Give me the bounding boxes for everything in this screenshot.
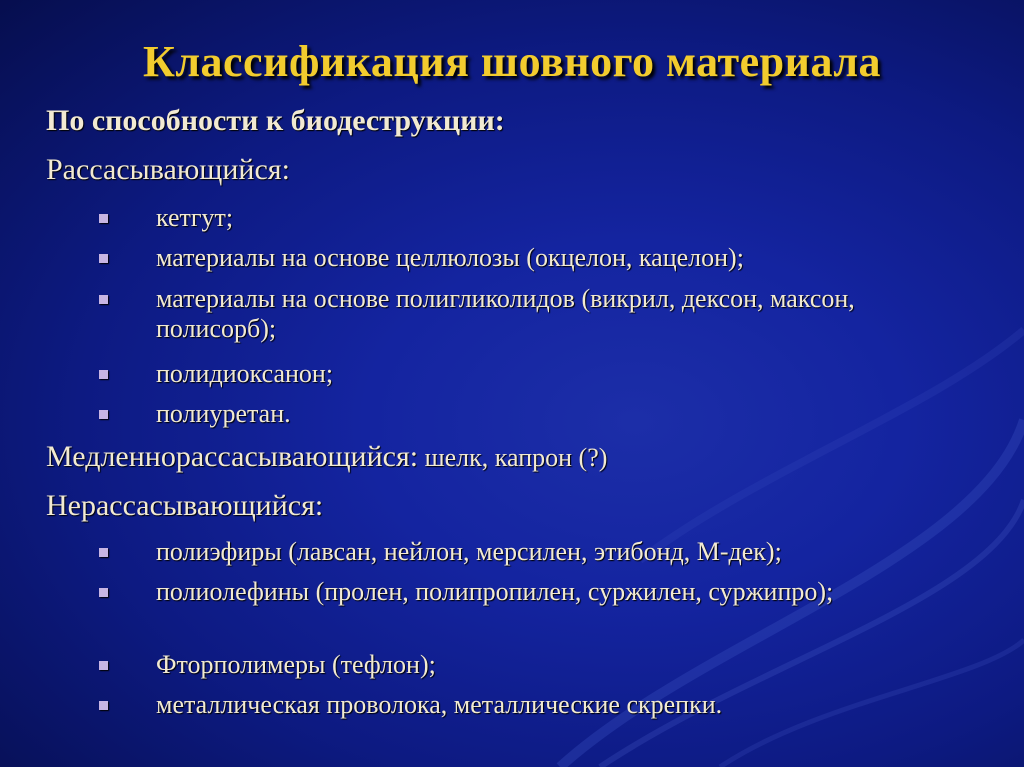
section-heading-non-resorbable xyxy=(46,489,323,523)
square-bullet-icon xyxy=(99,254,108,263)
section-heading-resorbable xyxy=(46,153,290,187)
section-heading-slow-resorbable xyxy=(46,440,607,474)
list-item-text: материалы на основе полигликолидов (викрил, дексон, максон, полисорб); xyxy=(156,284,855,343)
section-heading-text: Нерассасывающийся: xyxy=(46,489,324,522)
list-item-text: металлическая проволока, металлические скрепки. xyxy=(156,690,723,719)
square-bullet-icon xyxy=(99,701,108,710)
square-bullet-icon xyxy=(99,295,108,304)
section-heading-text: Медленнорассасывающийся: xyxy=(46,440,419,473)
list-item-text: полиуретан. xyxy=(156,399,291,428)
list-item-text: полидиоксанон; xyxy=(156,359,334,388)
list-item-text: полиолефины (пролен, полипропилен, суржилен, суржипро); xyxy=(156,577,834,606)
section-heading-note: шелк, капрон (?) xyxy=(418,443,608,472)
square-bullet-icon xyxy=(99,214,108,223)
square-bullet-icon xyxy=(99,548,108,557)
list-item-text: полиэфиры (лавсан, нейлон, мерсилен, этибонд, М-дек); xyxy=(156,537,782,566)
list-item-text: Фторполимеры (тефлон); xyxy=(156,650,436,679)
square-bullet-icon xyxy=(99,410,108,419)
slide-subtitle: По способности к биодеструкции: xyxy=(46,104,505,137)
section-heading-text: Рассасывающийся: xyxy=(46,153,290,186)
list-item-text: кетгут; xyxy=(156,203,234,232)
slide-title: Классификация шовного материала xyxy=(142,37,882,86)
square-bullet-icon xyxy=(99,661,108,670)
square-bullet-icon xyxy=(99,588,108,597)
list-item-text: материалы на основе целлюлозы (окцелон, кацелон); xyxy=(156,243,744,272)
square-bullet-icon xyxy=(99,370,108,379)
